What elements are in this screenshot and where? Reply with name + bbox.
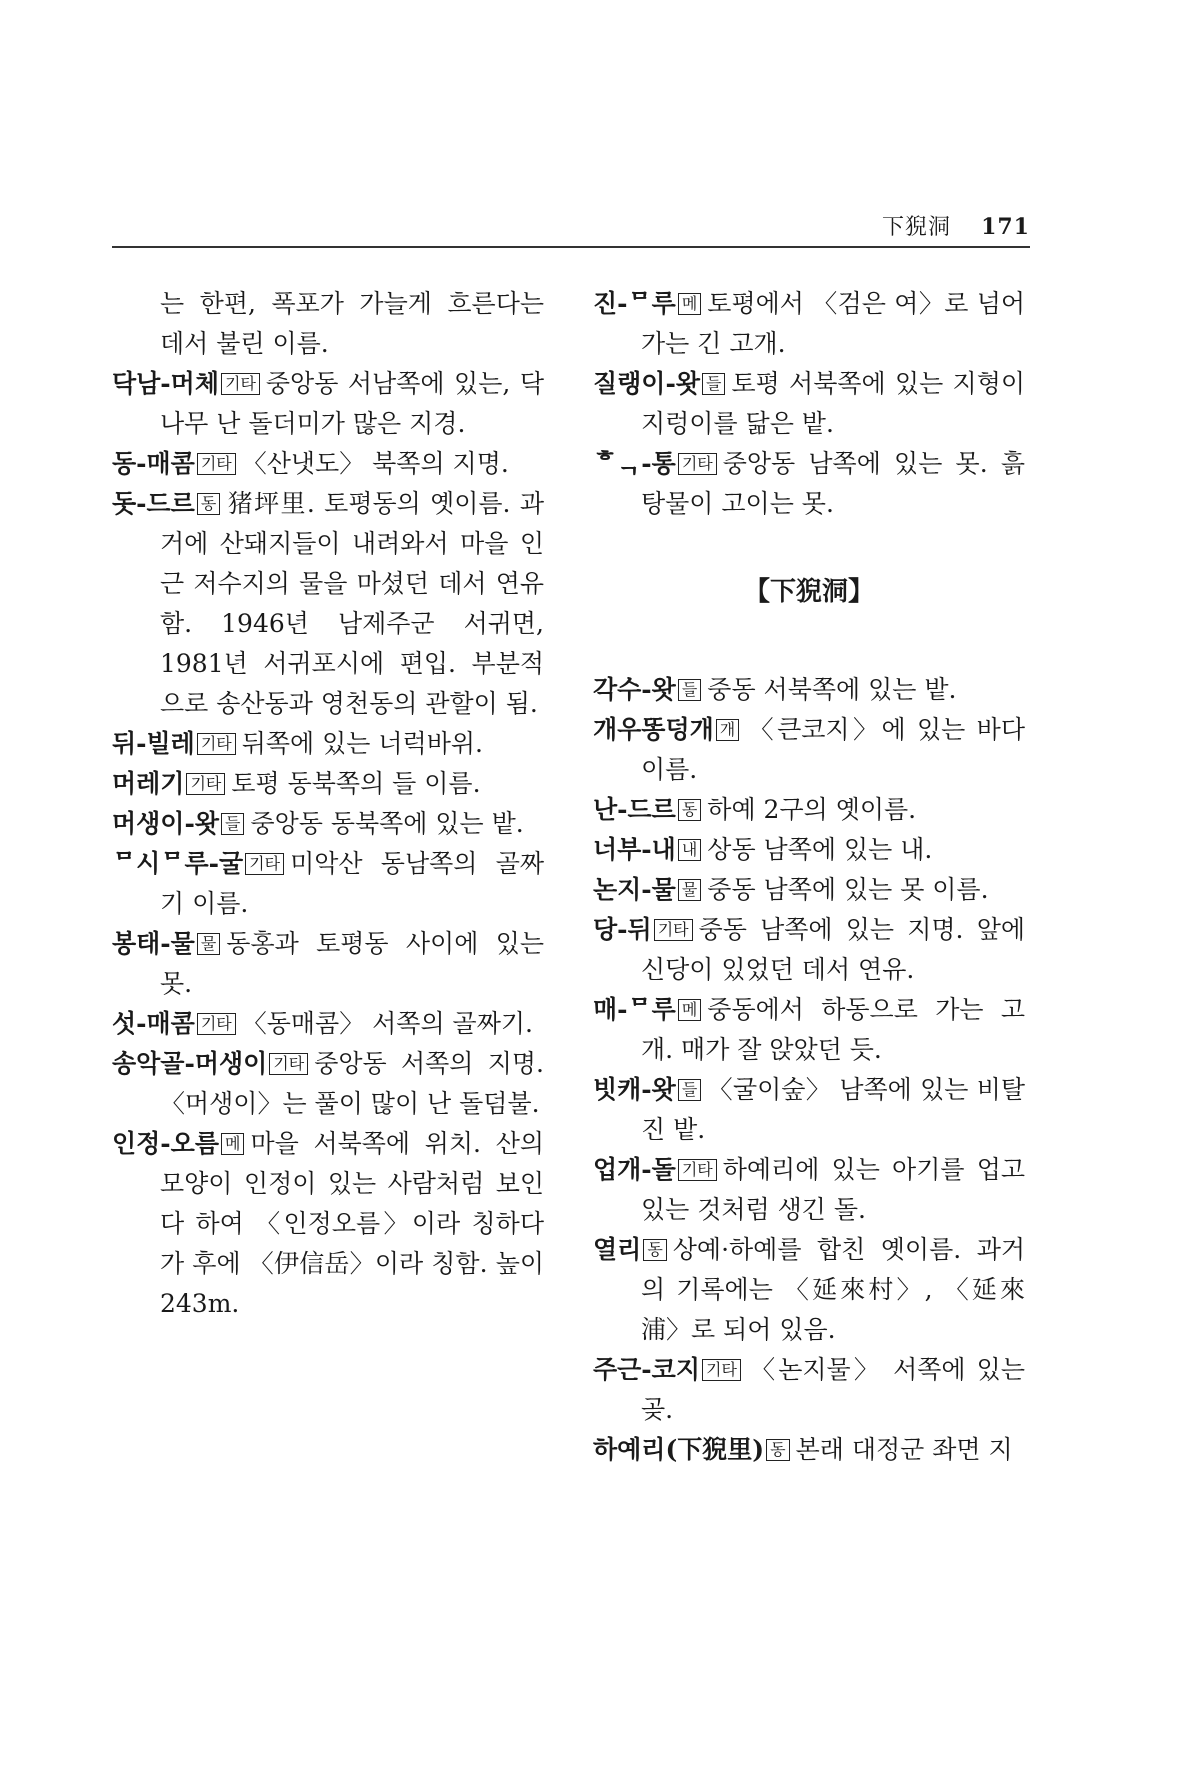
entry-term: 인정-오름 [112,1129,219,1158]
category-tag: 내 [678,839,701,861]
category-tag: 기타 [197,733,236,755]
entry-text: 〈굴이숲〉 남쪽에 있는 비탈진 밭. [641,1075,1025,1144]
entry-text: 〈동매콤〉 서쪽의 골짜기. [241,1009,533,1038]
entry [593,1230,1025,1350]
category-tag: 메 [678,999,701,1021]
category-tag: 동 [678,799,701,821]
entry [593,830,1025,870]
entry-term: 닥남-머체 [112,369,219,398]
category-tag: 메 [221,1133,244,1155]
entry-text: 〈논지물〉 서쪽에 있는 곶. [641,1355,1025,1424]
category-tag: 기타 [197,453,236,475]
section-heading: 【下猊洞】 [743,577,874,607]
entry-term: 개우똥덩개 [593,715,714,744]
entry [112,484,544,724]
entry [593,364,1025,444]
entry-text: 중앙동 동북쪽에 있는 밭. [250,809,524,838]
entry [593,284,1025,364]
entry-term: 너부-내 [593,835,676,864]
entry-term: 동-매콤 [112,449,195,478]
category-tag: 들 [678,679,701,701]
entry-term: 빗캐-왓 [593,1075,676,1104]
entry-term: 논지-물 [593,875,676,904]
entry [593,870,1025,910]
category-tag: 기타 [678,1159,717,1181]
entry-text: 상동 남쪽에 있는 내. [707,835,933,864]
left-column [112,284,544,1324]
entry-text: 하예리에 있는 아기를 업고 있는 것처럼 생긴 돌. [641,1155,1025,1224]
page-header [112,206,1030,248]
entry [112,764,544,804]
entry-text: 뒤쪽에 있는 너럭바위. [241,729,483,758]
entry-text: 토평 동북쪽의 들 이름. [231,769,481,798]
entry [112,1044,544,1124]
category-tag: 들 [702,373,725,395]
entry [593,1070,1025,1150]
category-tag: 들 [678,1079,701,1101]
entry-text: 토평 서북쪽에 있는 지형이 지렁이를 닮은 밭. [641,369,1025,438]
entry [593,1150,1025,1230]
continuation-text: 는 한편, 폭포가 가늘게 흐른다는 데서 불린 이름. [160,289,544,358]
category-tag: 메 [678,293,701,315]
entry-term: 봉태-물 [112,929,195,958]
entry-term: 뒤-빌레 [112,729,195,758]
category-tag: 기타 [269,1053,308,1075]
entry-term: 열리 [593,1235,642,1264]
entry-term: 진-ᄆ루 [593,289,676,318]
entry-text: 猪坪里. 토평동의 옛이름. 과거에 산돼지들이 내려와서 마을 인근 저수지의 물을 마셨던 데서 연유함. 1946년 남제주군 서귀면, 1981년 서귀포시에 편입. 부분적으로 송산동과 영천동의 관할이 됨. [160,489,544,718]
entry [593,444,1025,524]
running-title: 下猊洞 [882,215,952,240]
entry [593,990,1025,1070]
entry [112,804,544,844]
entry-term: 주근-코지 [593,1355,700,1384]
entry-term: 매-ᄆ루 [593,995,676,1024]
entry-term: 송악골-머생이 [112,1049,268,1078]
category-tag: 개 [716,719,739,741]
entry [593,670,1025,710]
entry-term: ᄆ시ᄆ루-굴 [112,849,244,878]
entry-term: ᄒᆨ-통 [593,449,676,478]
entry-term: 질랭이-왓 [593,369,700,398]
entry-term: 돗-드르 [112,489,195,518]
header-text [882,210,1030,241]
entry-text: 중앙동 남쪽에 있는 못. 흙탕물이 고이는 못. [641,449,1025,518]
entry-text: 본래 대정군 좌면 지 [795,1435,1013,1464]
entry [112,364,544,444]
category-tag: 물 [678,879,701,901]
entry [112,444,544,484]
entry-term: 하예리(下猊里) [593,1435,765,1464]
entry-text: 상예·하예를 합친 옛이름. 과거의 기록에는 〈延來村〉, 〈延來浦〉로 되어 있음. [641,1235,1025,1344]
entry-text: 중동에서 하동으로 가는 고개. 매가 잘 앉았던 듯. [641,995,1025,1064]
entry [112,1124,544,1324]
entry [593,910,1025,990]
entry-text: 토평에서 〈검은 여〉로 넘어가는 긴 고개. [641,289,1025,358]
entry-text: 중동 서북쪽에 있는 밭. [707,675,957,704]
category-tag: 들 [221,813,244,835]
entry-text: 하예 2구의 옛이름. [707,795,917,824]
category-tag: 기타 [702,1359,741,1381]
entry [112,924,544,1004]
entry-term: 섯-매콤 [112,1009,195,1038]
entry [593,1350,1025,1430]
entry-term: 업개-돌 [593,1155,676,1184]
category-tag: 물 [197,933,220,955]
category-tag: 기타 [678,453,717,475]
category-tag: 기타 [245,853,284,875]
category-tag: 기타 [221,373,260,395]
entry-term: 머생이-왓 [112,809,219,838]
entry-text: 중동 남쪽에 있는 못 이름. [707,875,989,904]
entry-text: 〈산냇도〉 북쪽의 지명. [241,449,509,478]
entry-text: 〈큰코지〉에 있는 바다 이름. [641,715,1025,784]
entry [112,724,544,764]
entry [593,710,1025,790]
category-tag: 기타 [654,919,693,941]
entry [593,1430,1025,1470]
entry-term: 각수-왓 [593,675,676,704]
entry-term: 머레기 [112,769,185,798]
category-tag: 동 [643,1239,666,1261]
entry-term: 당-뒤 [593,915,652,944]
right-column [593,284,1025,1470]
entry-text: 미악산 동남쪽의 골짜기 이름. [160,849,544,918]
category-tag: 기타 [186,773,225,795]
category-tag: 기타 [197,1013,236,1035]
category-tag: 동 [197,493,220,515]
entry-term: 난-드르 [593,795,676,824]
entry-text: 마을 서북쪽에 위치. 산의 모양이 인정이 있는 사람처럼 보인다 하여 〈인정오름〉이라 칭하다가 후에 〈伊信岳〉이라 칭함. 높이 243m. [160,1129,544,1318]
category-tag: 동 [766,1439,789,1461]
entry-text: 중앙동 서쪽의 지명. 〈머생이〉는 풀이 많이 난 돌덤불. [160,1049,544,1118]
entry-text: 중동 남쪽에 있는 지명. 앞에 신당이 있었던 데서 연유. [641,915,1025,984]
entry-text: 동홍과 토평동 사이에 있는 못. [160,929,544,998]
entry [593,790,1025,830]
entry [112,1004,544,1044]
entry-text: 중앙동 서남쪽에 있는, 닥나무 난 돌더미가 많은 지경. [160,369,544,438]
page-number: 171 [981,214,1030,240]
entry [112,844,544,924]
